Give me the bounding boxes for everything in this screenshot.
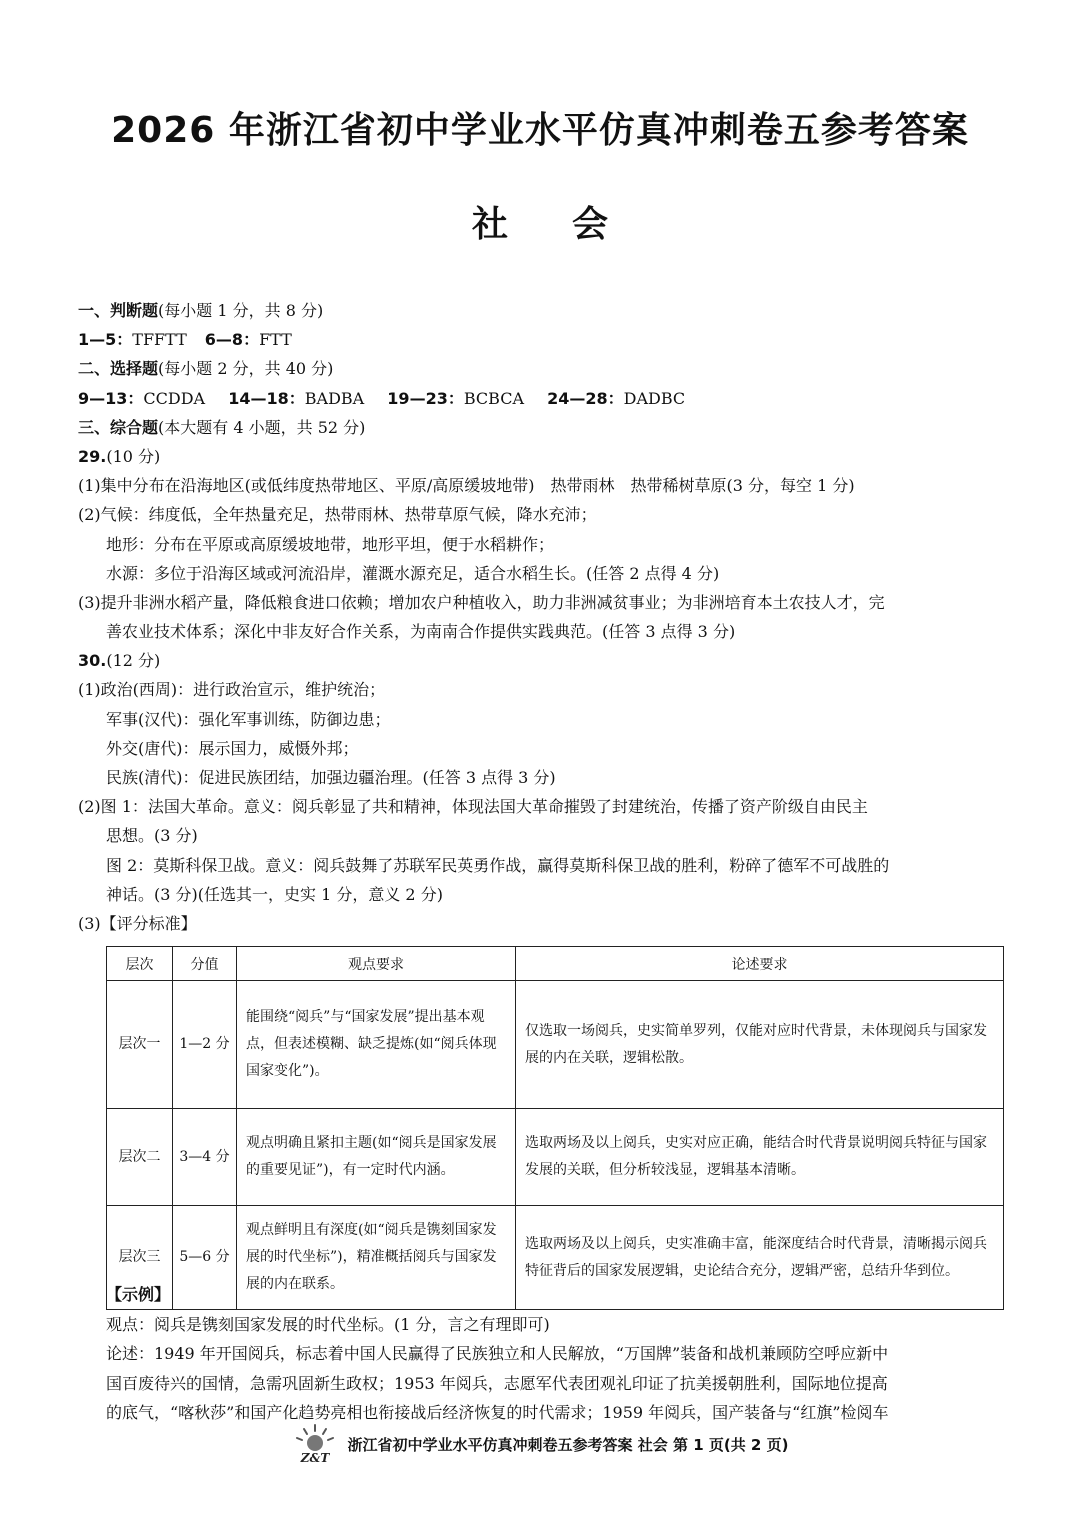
example-view: 观点：阅兵是镌刻国家发展的时代坐标。(1 分，言之有理即可) bbox=[106, 1314, 550, 1334]
q29-part3-line1: (3)提升非洲水稻产量，降低粮食进口依赖；增加农户种植收入，助力非洲减贫事业；为非洲培育本土农技人才，完 bbox=[78, 592, 885, 612]
answer-range-label: 6—8： bbox=[204, 330, 260, 350]
page-footer bbox=[0, 1426, 1080, 1465]
answer-values: FTT bbox=[259, 330, 292, 350]
column-header: 论述要求 bbox=[516, 947, 1004, 981]
section-heading-comprehensive bbox=[78, 413, 1008, 442]
q29-part1: (1)集中分布在沿海地区(或低纬度热带地区、平原/高原缓坡地带) 热带雨林 热带稀树草原(3 分，每空 1 分) bbox=[78, 476, 855, 496]
q30-part2-fig2-line2: 神话。(3 分)(任选其一，史实 1 分，意义 2 分) bbox=[106, 884, 443, 904]
section-label: 三、综合题 bbox=[78, 417, 159, 437]
q30-part2-fig2-line1: 图 2：莫斯科保卫战。意义：阅兵鼓舞了苏联军民英勇作战，赢得莫斯科保卫战的胜利，粉碎了德军不可战胜的 bbox=[106, 855, 890, 875]
score-cell: 3—4 分 bbox=[173, 1109, 237, 1206]
view-requirement-cell: 能围绕“阅兵”与“国家发展”提出基本观点，但表述模糊、缺乏提炼(如“阅兵体现国家变化”)。 bbox=[237, 981, 516, 1109]
footer-text: 浙江省初中学业水平仿真冲刺卷五参考答案 社会 第 1 页(共 2 页) bbox=[347, 1435, 789, 1454]
subject-title: 社会 bbox=[471, 204, 672, 245]
question-30-heading bbox=[78, 646, 1008, 675]
answer-values: CCDDA bbox=[143, 388, 206, 408]
column-header: 层次 bbox=[107, 947, 173, 981]
publisher-logo-icon bbox=[292, 1422, 338, 1466]
question-score: (12 分) bbox=[106, 651, 161, 671]
question-29-heading bbox=[78, 442, 1008, 471]
logo-text: Z&T bbox=[300, 1451, 329, 1465]
table-row bbox=[107, 981, 1004, 1109]
argument-requirement-cell: 仅选取一场阅兵，史实简单罗列，仅能对应时代背景，未体现阅兵与国家发展的内在关联，逻辑松散。 bbox=[516, 981, 1004, 1109]
section-heading-choice bbox=[78, 354, 1008, 383]
argument-requirement-cell: 选取两场及以上阅兵，史实准确丰富，能深度结合时代背景，清晰揭示阅兵特征背后的国家发展逻辑，史论结合充分，逻辑严密，总结升华到位。 bbox=[516, 1206, 1004, 1310]
example-heading: 【示例】 bbox=[106, 1285, 171, 1304]
q30-part1-ethnicity: 民族(清代)：促进民族团结，加强边疆治理。(任答 3 点得 3 分) bbox=[106, 768, 556, 787]
q30-part2-fig1-line2: 思想。(3 分) bbox=[106, 826, 198, 846]
answer-body bbox=[78, 296, 1008, 938]
answer-values: TFFTT bbox=[132, 330, 187, 350]
section-heading-judgement bbox=[78, 296, 1008, 325]
section-label: 一、判断题 bbox=[78, 301, 159, 320]
q29-part2-terrain: 地形：分布在平原或高原缓坡地带，地形平坦，便于水稻耕作； bbox=[106, 534, 555, 554]
answer-range-label: 24—28： bbox=[547, 388, 624, 408]
view-requirement-cell: 观点明确且紧扣主题(如“阅兵是国家发展的重要见证”)，有一定时代内涵。 bbox=[237, 1109, 516, 1206]
question-score: (10 分) bbox=[106, 446, 161, 466]
q29-part2-climate: (2)气候：纬度低，全年热量充足，热带雨林、热带草原气候，降水充沛； bbox=[78, 505, 597, 525]
level-cell: 层次三 bbox=[107, 1206, 173, 1310]
level-cell: 层次二 bbox=[107, 1109, 173, 1206]
example-argument-line1: 论述：1949 年开国阅兵，标志着中国人民赢得了民族独立和人民解放，“万国牌”装备和战机兼顾防空呼应新中 bbox=[106, 1344, 889, 1363]
scoring-rubric-table bbox=[106, 946, 1004, 1310]
column-header: 观点要求 bbox=[237, 947, 516, 981]
document-title: 2026 年浙江省初中学业水平仿真冲刺卷五参考答案 bbox=[111, 110, 969, 151]
answer-range-label: 9—13： bbox=[78, 388, 144, 408]
argument-requirement-cell: 选取两场及以上阅兵，史实对应正确，能结合时代背景说明阅兵特征与国家发展的关联，但分析较浅显，逻辑基本清晰。 bbox=[516, 1109, 1004, 1206]
judgement-answers bbox=[78, 325, 1008, 354]
q30-part1-diplomacy: 外交(唐代)：展示国力，威慑外邦； bbox=[106, 738, 359, 758]
answer-range-label: 1—5： bbox=[78, 330, 133, 350]
q30-part1-politics: (1)政治(西周)：进行政治宣示，维护统治； bbox=[78, 680, 386, 700]
q30-part3-heading: (3)【评分标准】 bbox=[78, 913, 197, 933]
table-row bbox=[107, 1109, 1004, 1206]
example-answer bbox=[106, 1280, 1006, 1428]
view-requirement-cell: 观点鲜明且有深度(如“阅兵是镌刻国家发展的时代坐标”)，精准概括阅兵与国家发展的内在联系。 bbox=[237, 1206, 516, 1310]
q29-part2-water: 水源：多位于沿海区域或河流沿岸，灌溉水源充足，适合水稻生长。(任答 2 点得 4 分) bbox=[106, 563, 720, 583]
question-number: 29. bbox=[78, 446, 107, 466]
answer-range-label: 19—23： bbox=[387, 388, 464, 408]
table-header-row bbox=[107, 947, 1004, 981]
section-note: (每小题 1 分，共 8 分) bbox=[158, 301, 324, 320]
answer-values: BADBA bbox=[304, 388, 365, 408]
score-cell: 5—6 分 bbox=[173, 1206, 237, 1310]
q30-part2-fig1-line1: (2)图 1：法国大革命。意义：阅兵彰显了共和精神，体现法国大革命摧毁了封建统治，传播了资产阶级自由民主 bbox=[78, 797, 868, 817]
question-number: 30. bbox=[78, 651, 107, 671]
answer-values: BCBCA bbox=[463, 388, 524, 408]
score-cell: 1—2 分 bbox=[173, 981, 237, 1109]
answer-values: DADBC bbox=[623, 388, 686, 408]
level-cell: 层次一 bbox=[107, 981, 173, 1109]
example-argument-line2: 国百废待兴的国情，急需巩固新生政权；1953 年阅兵，志愿军代表团观礼印证了抗美援朝胜利，国际地位提高 bbox=[106, 1373, 888, 1393]
column-header: 分值 bbox=[173, 947, 237, 981]
example-argument-line3: 的底气，“喀秋莎”和国产化趋势亮相也衔接战后经济恢复的时代需求；1959 年阅兵，国产装备与“红旗”检阅车 bbox=[106, 1403, 889, 1422]
q30-part1-military: 军事(汉代)：强化军事训练，防御边患； bbox=[106, 709, 391, 729]
answer-range-label: 14—18： bbox=[228, 388, 305, 408]
section-note: (每小题 2 分，共 40 分) bbox=[158, 359, 334, 379]
section-note: (本大题有 4 小题，共 52 分) bbox=[158, 417, 366, 437]
q29-part3-line2: 善农业技术体系；深化中非友好合作关系，为南南合作提供实践典范。(任答 3 点得 3 分) bbox=[106, 622, 736, 642]
choice-answers bbox=[78, 384, 1008, 413]
section-label: 二、选择题 bbox=[78, 359, 159, 379]
